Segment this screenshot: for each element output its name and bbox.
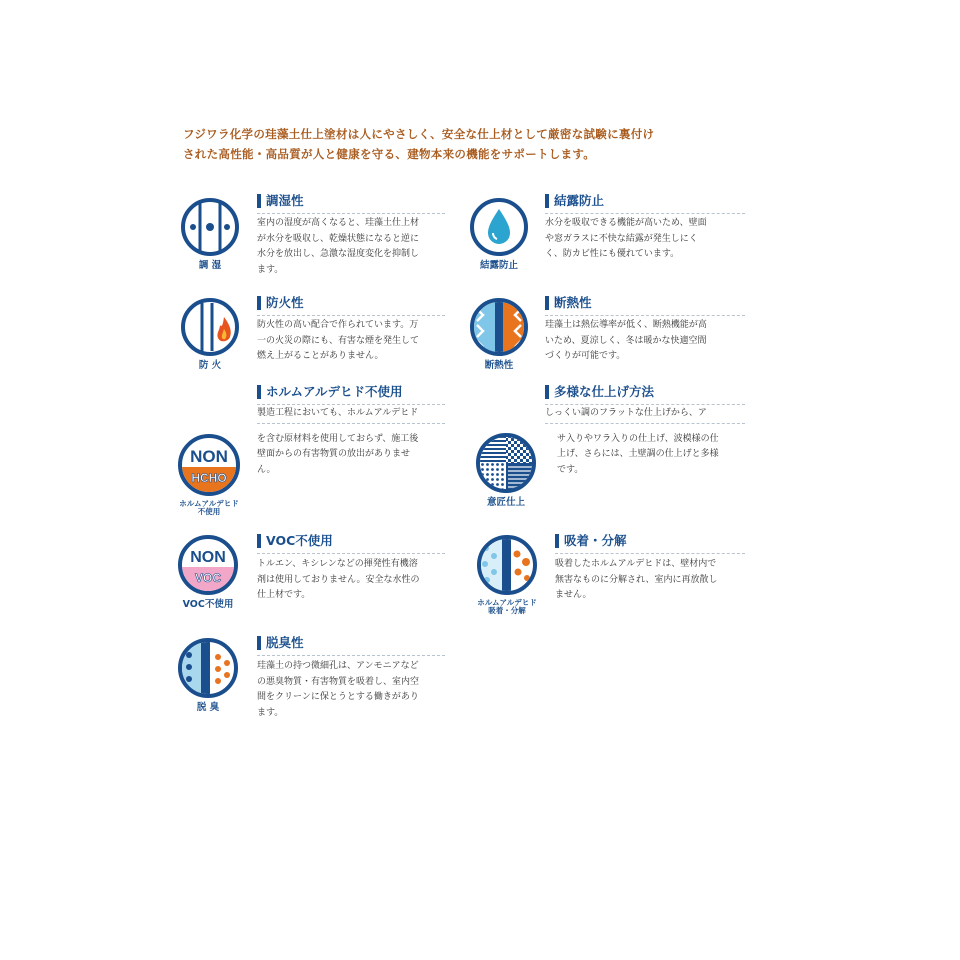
finishes-title: 多様な仕上げ方法 — [545, 385, 654, 399]
deodorant-divider — [257, 655, 445, 656]
condensation-text: 水分を吸収できる機能が高いため、壁面 や窓ガラスに不快な結露が発生しにく く、防カビ性にも優れています。 — [545, 218, 707, 259]
pattern-icon — [475, 432, 537, 494]
finishes-icon-block — [466, 432, 546, 508]
non-badge-text: NON — [190, 447, 228, 466]
voc-free-icon-label: VOC不使用 — [182, 599, 234, 610]
deodorant-icon-label: 脱 臭 — [196, 702, 220, 713]
humidity-divider — [257, 213, 445, 214]
voc-free-text: トルエン、キシレンなどの揮発性有機溶 剤は使用しておりません。安全な水性の 仕上材です。 — [257, 559, 420, 600]
voc-badge-text: VOC — [194, 571, 222, 585]
voc-non-badge-text: NON — [190, 549, 226, 566]
intro-line-1: フジワラ化学の珪藻土仕上塗材は人にやさしく、安全な仕上材として厳密な試験に裏付け — [183, 127, 655, 141]
insulation-icon-label: 断熱性 — [484, 360, 514, 371]
humidity-icon-block — [170, 197, 250, 271]
adsorption-icon-label-1: ホルムアルデヒド — [477, 598, 537, 607]
insulation-divider — [545, 315, 745, 316]
condensation-icon-block — [459, 197, 539, 271]
deodorant-icon-block — [168, 637, 248, 713]
voc-free-title: VOC不使用 — [257, 534, 333, 548]
humidity-text: 室内の湿度が高くなると、珪藻土仕上材 が水分を吸収し、乾燥状態になると逆に 水分を放出し、急激な湿度変化を抑制し ます。 — [257, 218, 420, 275]
formaldehyde-free-icon-block — [166, 433, 252, 516]
fireproof-text: 防火性の高い配合で作られています。万 一の火災の際にも、有害な煙を発生して 燃え上がることがありません。 — [257, 320, 420, 361]
finishes-divider — [545, 404, 745, 405]
finishes-text-divider — [545, 423, 745, 424]
adsorption-text: 吸着したホルムアルデヒドは、壁材内で 無害なものに分解され、室内に再放散し ません。 — [555, 559, 718, 600]
insulation-icon-block — [459, 297, 539, 371]
insulation-title: 断熱性 — [545, 296, 592, 310]
insulation-icon — [469, 297, 529, 357]
deodorant-icon — [177, 637, 239, 699]
humidity-title: 調湿性 — [257, 194, 304, 208]
non-voc-icon — [177, 534, 239, 596]
formaldehyde-free-text-divider — [257, 423, 445, 424]
intro-text — [183, 124, 743, 164]
non-hcho-icon — [177, 433, 241, 497]
formaldehyde-free-text: 製造工程においても、ホルムアルデヒド を含む原材料を使用しておらず、施工後 壁面からの有害物質の放出がありませ ん。 — [257, 406, 445, 478]
formaldehyde-free-icon-label-1: ホルムアルデヒド — [179, 499, 239, 508]
condensation-icon-label: 結露防止 — [479, 260, 518, 271]
humidity-icon-label: 調 湿 — [198, 260, 222, 271]
voc-free-icon-block — [168, 534, 248, 610]
adsorption-divider — [555, 553, 745, 554]
finishes-text: しっくい調のフラットな仕上げから、ア サ入りやワラ入りの仕上げ、波模様の仕 上げ、さらには、土壁調の仕上げと多様 です。 — [545, 406, 745, 478]
adsorption-icon-block — [467, 534, 547, 615]
voc-free-divider — [257, 553, 445, 554]
formaldehyde-free-divider — [257, 404, 445, 405]
deodorant-title: 脱臭性 — [257, 636, 304, 650]
formaldehyde-free-title: ホルムアルデヒド不使用 — [257, 385, 403, 399]
formaldehyde-free-icon-label-2: 不使用 — [197, 507, 221, 516]
condensation-title: 結露防止 — [545, 194, 604, 208]
intro-line-2: された高性能・高品質が人と健康を守る、建物本来の機能をサポートします。 — [183, 147, 596, 161]
hcho-badge-text: HCHO — [191, 471, 227, 485]
fireproof-icon-block — [170, 297, 250, 371]
water-drop-icon — [469, 197, 529, 257]
finishes-icon-label: 意匠仕上 — [486, 497, 525, 508]
adsorption-title: 吸着・分解 — [555, 534, 627, 548]
fireproof-divider — [257, 315, 445, 316]
fireproof-title: 防火性 — [257, 296, 304, 310]
insulation-text: 珪藻土は熱伝導率が低く、断熱機能が高 いため、夏涼しく、冬は暖かな快適空間 づくりが可能です。 — [545, 320, 707, 361]
deodorant-text: 珪藻土の持つ微細孔は、アンモニアなど の悪臭物質・有害物質を吸着し、室内空 間をクリーンに保とうとする働きがあり ます。 — [257, 661, 420, 718]
flame-icon — [180, 297, 240, 357]
adsorption-icon-label-2: 吸着・分解 — [488, 606, 526, 615]
adsorption-icon — [476, 534, 538, 596]
fireproof-icon-label: 防 火 — [198, 360, 222, 371]
condensation-divider — [545, 213, 745, 214]
humidity-icon — [180, 197, 240, 257]
